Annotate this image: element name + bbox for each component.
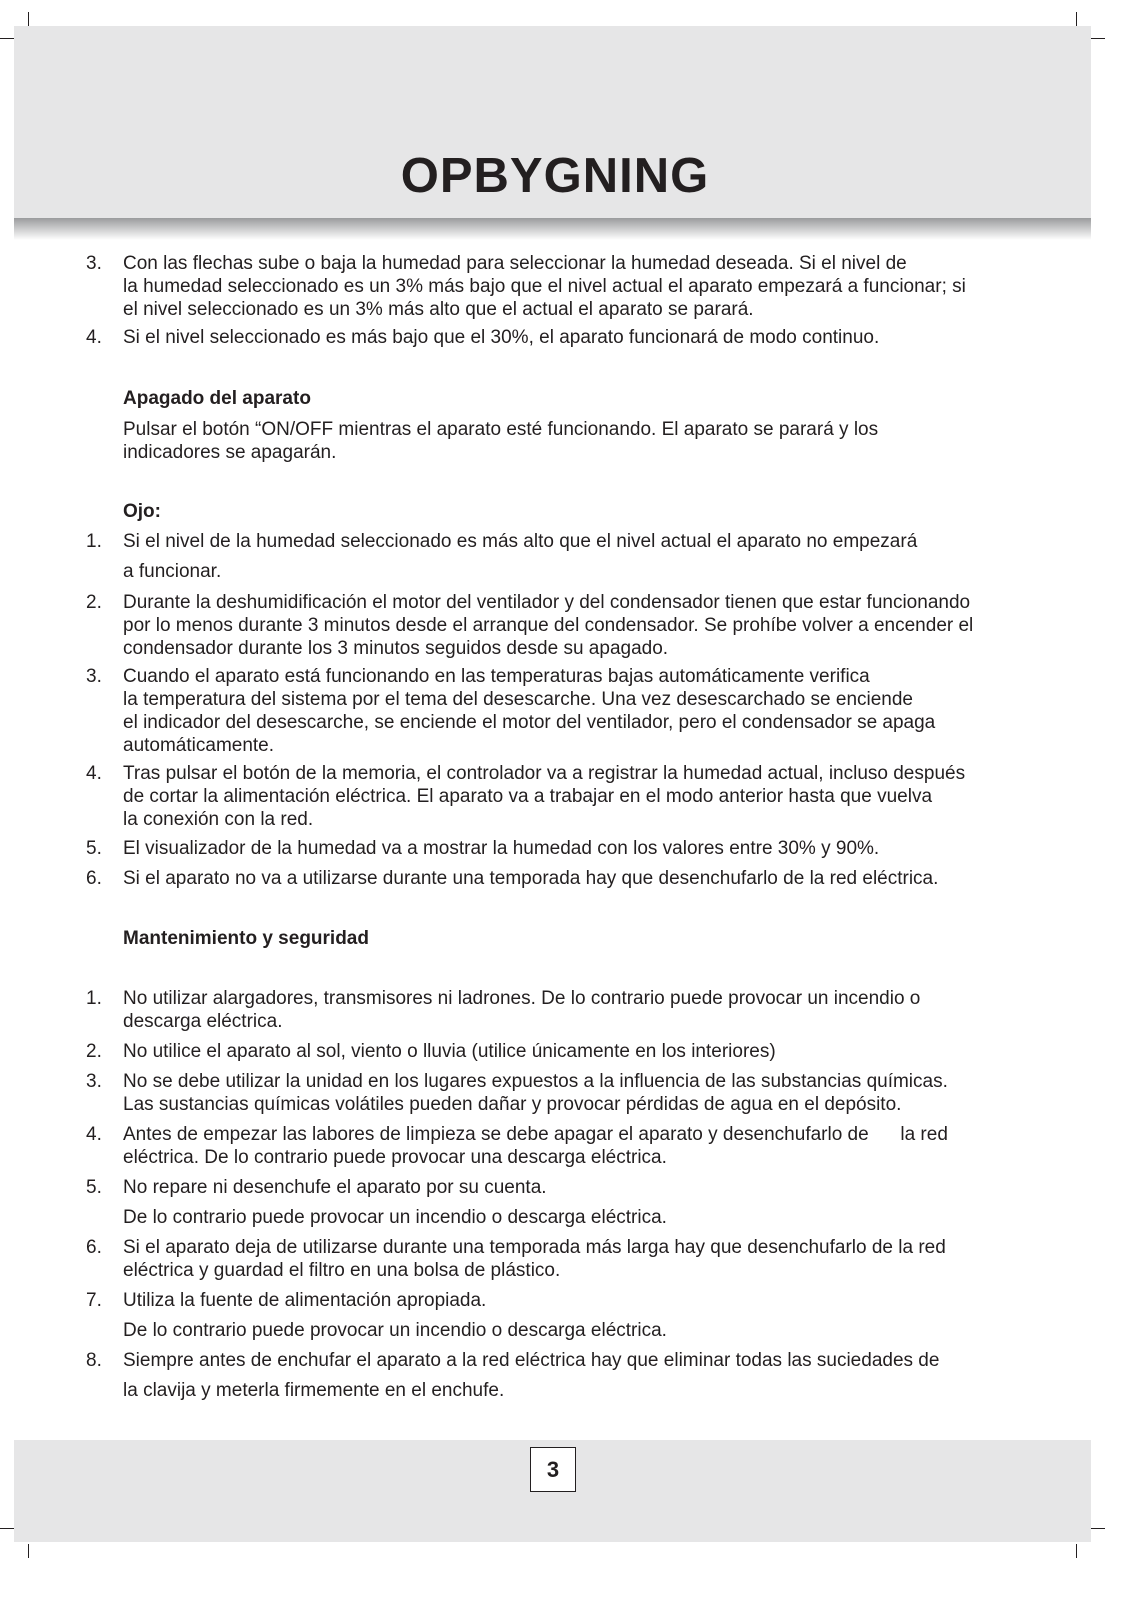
list-number: 6. — [86, 1237, 102, 1258]
list-line: No utilice el aparato al sol, viento o lluvia (utilice únicamente en los interiores) — [123, 1041, 776, 1062]
list-line: El visualizador de la humedad va a mostrar la humedad con los valores entre 30% y 90%. — [123, 838, 880, 859]
list-line: Cuando el aparato está funcionando en las temperaturas bajas automáticamente verifica — [123, 666, 870, 687]
list-line: Siempre antes de enchufar el aparato a la red eléctrica hay que eliminar todas las suciedades de — [123, 1350, 940, 1371]
list-number: 3. — [86, 666, 102, 687]
list-line: Las sustancias químicas volátiles pueden dañar y provocar pérdidas de agua en el depósito. — [123, 1094, 902, 1115]
list-line: Durante la deshumidificación el motor del ventilador y del condensador tienen que estar funcionando — [123, 592, 971, 613]
list-number: 2. — [86, 1041, 102, 1062]
section-heading-apagado: Apagado del aparato — [123, 388, 311, 409]
page-title: OPBYGNING — [400, 149, 710, 203]
list-number: 3. — [86, 253, 102, 274]
list-line: De lo contrario puede provocar un incendio o descarga eléctrica. — [123, 1320, 667, 1341]
list-line: No se debe utilizar la unidad en los lugares expuestos a la influencia de las substancias químicas. — [123, 1071, 948, 1092]
list-line: No utilizar alargadores, transmisores ni ladrones. De lo contrario puede provocar un incendio o — [123, 988, 921, 1009]
list-line: eléctrica. De lo contrario puede provocar una descarga eléctrica. — [123, 1147, 667, 1168]
list-line: de cortar la alimentación eléctrica. El aparato va a trabajar en el modo anterior hasta que vuelva — [123, 786, 933, 807]
list-line: la temperatura del sistema por el tema del desescarche. Una vez desescarchado se enciende — [123, 689, 913, 710]
list-line: Si el aparato no va a utilizarse durante una temporada hay que desenchufarlo de la red eléctrica. — [123, 868, 939, 889]
list-number: 1. — [86, 531, 102, 552]
list-number: 3. — [86, 1071, 102, 1092]
list-number: 2. — [86, 592, 102, 613]
paragraph-line: Pulsar el botón “ON/OFF mientras el aparato esté funcionando. El aparato se parará y los — [123, 419, 879, 440]
list-line: el indicador del desescarche, se enciende el motor del ventilador, pero el condensador se apaga — [123, 712, 936, 733]
list-line: por lo menos durante 3 minutos desde el arranque del condensador. Se prohíbe volver a encender el — [123, 615, 974, 636]
list-number: 4. — [86, 763, 102, 784]
page-number: 3 — [530, 1447, 576, 1492]
list-line: Tras pulsar el botón de la memoria, el controlador va a registrar la humedad actual, incluso después — [123, 763, 966, 784]
list-line: Antes de empezar las labores de limpieza se debe apagar el aparato y desenchufarlo de la red — [123, 1124, 948, 1145]
list-line: No repare ni desenchufe el aparato por su cuenta. — [123, 1177, 547, 1198]
list-number: 5. — [86, 838, 102, 859]
list-line: Si el aparato deja de utilizarse durante una temporada más larga hay que desenchufarlo de la red — [123, 1237, 946, 1258]
list-number: 4. — [86, 1124, 102, 1145]
list-line: la clavija y meterla firmemente en el enchufe. — [123, 1380, 505, 1401]
list-line: condensador durante los 3 minutos seguidos desde su apagado. — [123, 638, 669, 659]
list-line: la conexión con la red. — [123, 809, 314, 830]
list-line: De lo contrario puede provocar un incendio o descarga eléctrica. — [123, 1207, 667, 1228]
list-line: eléctrica y guardad el filtro en una bolsa de plástico. — [123, 1260, 561, 1281]
list-line: la humedad seleccionado es un 3% más bajo que el nivel actual el aparato empezará a funcionar; si — [123, 276, 966, 297]
list-number: 5. — [86, 1177, 102, 1198]
paragraph-apagado — [123, 418, 878, 464]
list-number: 7. — [86, 1290, 102, 1311]
list-number: 8. — [86, 1350, 102, 1371]
list-line: Si el nivel seleccionado es más bajo que el 30%, el aparato funcionará de modo continuo. — [123, 327, 880, 348]
section-heading-mantenimiento: Mantenimiento y seguridad — [123, 928, 369, 949]
paragraph-line: indicadores se apagarán. — [123, 442, 337, 463]
list-line: descarga eléctrica. — [123, 1011, 283, 1032]
list-line: Con las flechas sube o baja la humedad para seleccionar la humedad deseada. Si el nivel de — [123, 253, 907, 274]
list-line: a funcionar. — [123, 561, 222, 582]
list-number: 6. — [86, 868, 102, 889]
list-number: 1. — [86, 988, 102, 1009]
list-number: 4. — [86, 327, 102, 348]
list-line: automáticamente. — [123, 735, 275, 756]
section-heading-ojo: Ojo: — [123, 501, 161, 522]
list-line: el nivel seleccionado es un 3% más alto que el actual el aparato se parará. — [123, 299, 754, 320]
list-line: Si el nivel de la humedad seleccionado es más alto que el nivel actual el aparato no empezará — [123, 531, 918, 552]
list-line: Utiliza la fuente de alimentación apropiada. — [123, 1290, 487, 1311]
